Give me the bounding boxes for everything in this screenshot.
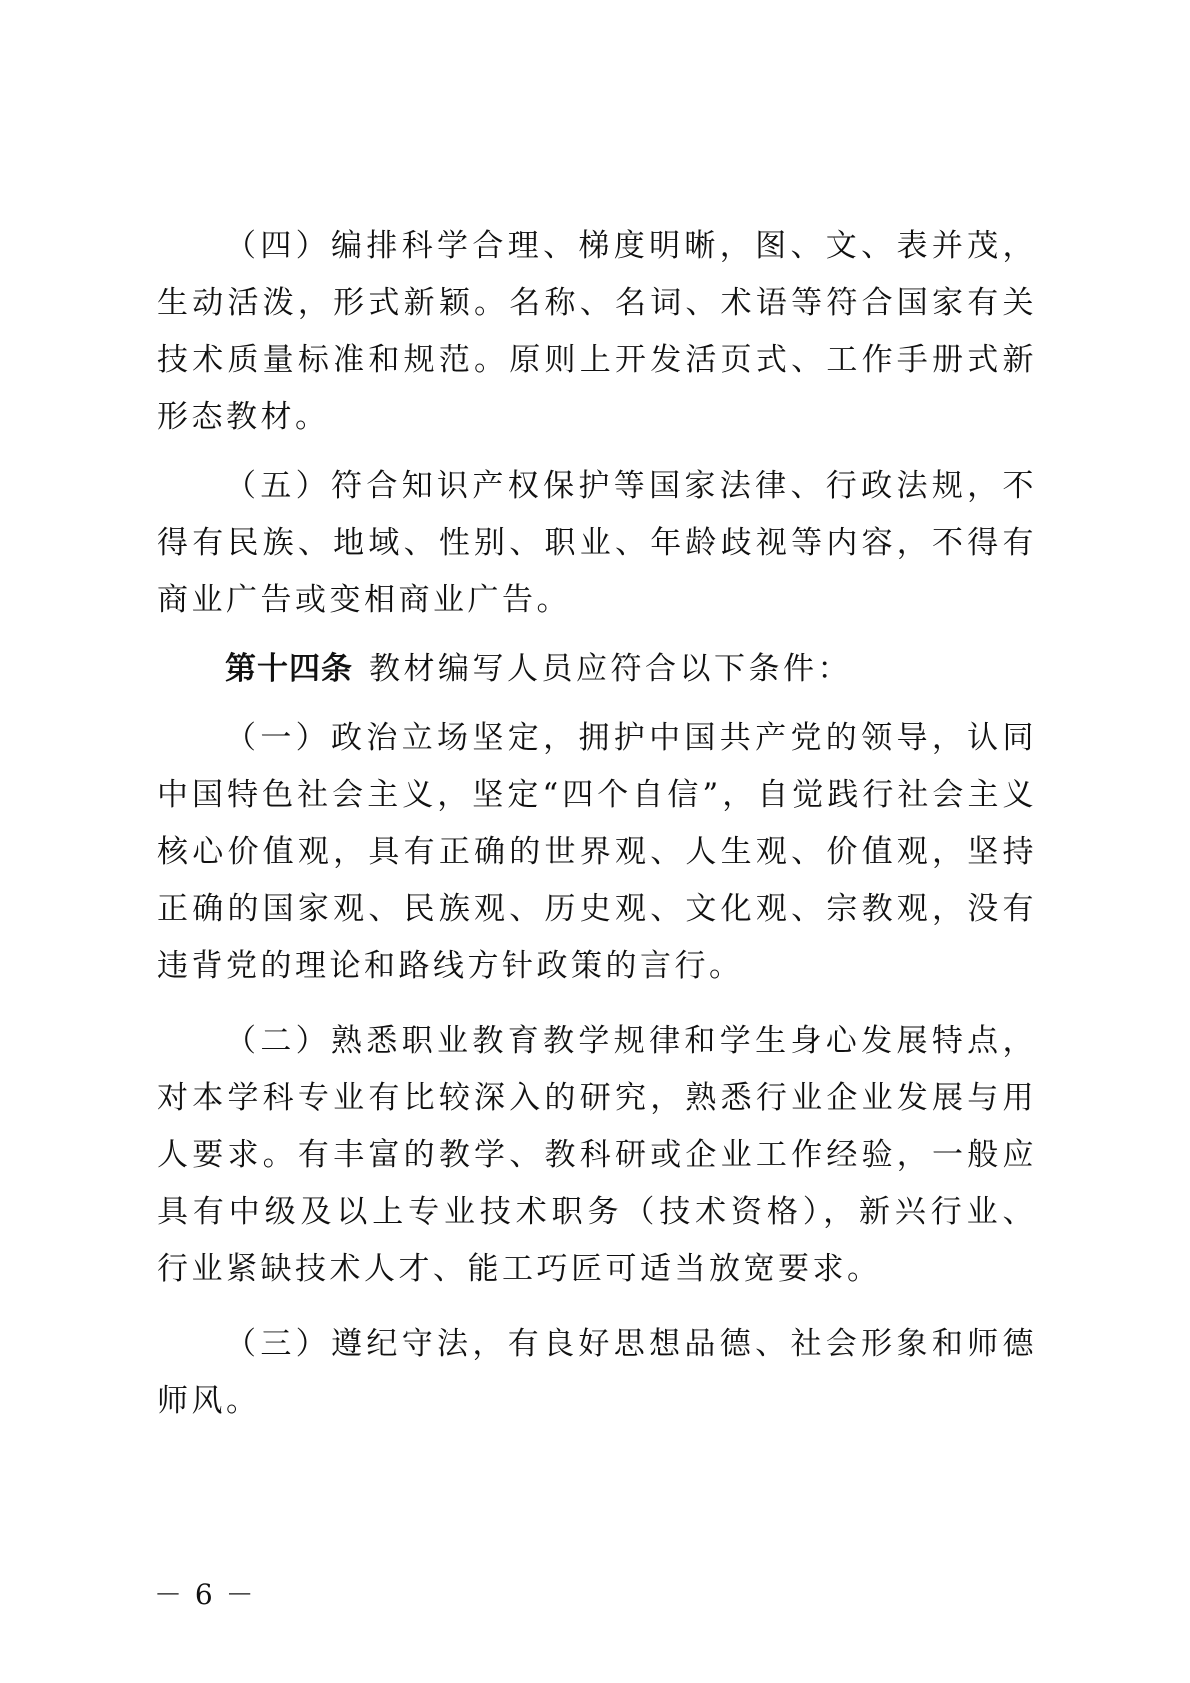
- page-number: － 6 －: [154, 1578, 256, 1611]
- article-intro-text: 教材编写人员应符合以下条件：: [369, 651, 852, 687]
- article-14-item-one: （一）政治立场坚定，拥护中国共产党的领导，认同中国特色社会主义，坚定“四个自信”，自觉践行社会主义核心价值观，具有正确的世界观、人生观、价值观，坚持正确的国家观、民族观、历史观、文化观、宗教观，没有违背党的理论和路线方针政策的言行。: [157, 720, 1037, 984]
- article-14-intro: [157, 641, 1037, 698]
- article-14-item-three: （三）遵纪守法，有良好思想品德、社会形象和师德师风。: [157, 1326, 1037, 1419]
- article-heading: 第十四条: [225, 651, 353, 687]
- document-body: [157, 218, 1037, 1430]
- paragraph-item-four: （四）编排科学合理、梯度明晰，图、文、表并茂，生动活泼，形式新颖。名称、名词、术语等符合国家有关技术质量标准和规范。原则上开发活页式、工作手册式新形态教材。: [157, 228, 1037, 435]
- article-14-item-two: （二）熟悉职业教育教学规律和学生身心发展特点，对本学科专业有比较深入的研究，熟悉行业企业发展与用人要求。有丰富的教学、教科研或企业工作经验，一般应具有中级及以上专业技术职务（技术资格），新兴行业、行业紧缺技术人才、能工巧匠可适当放宽要求。: [157, 1023, 1037, 1287]
- paragraph-item-five: （五）符合知识产权保护等国家法律、行政法规，不得有民族、地域、性别、职业、年龄歧视等内容，不得有商业广告或变相商业广告。: [157, 468, 1037, 618]
